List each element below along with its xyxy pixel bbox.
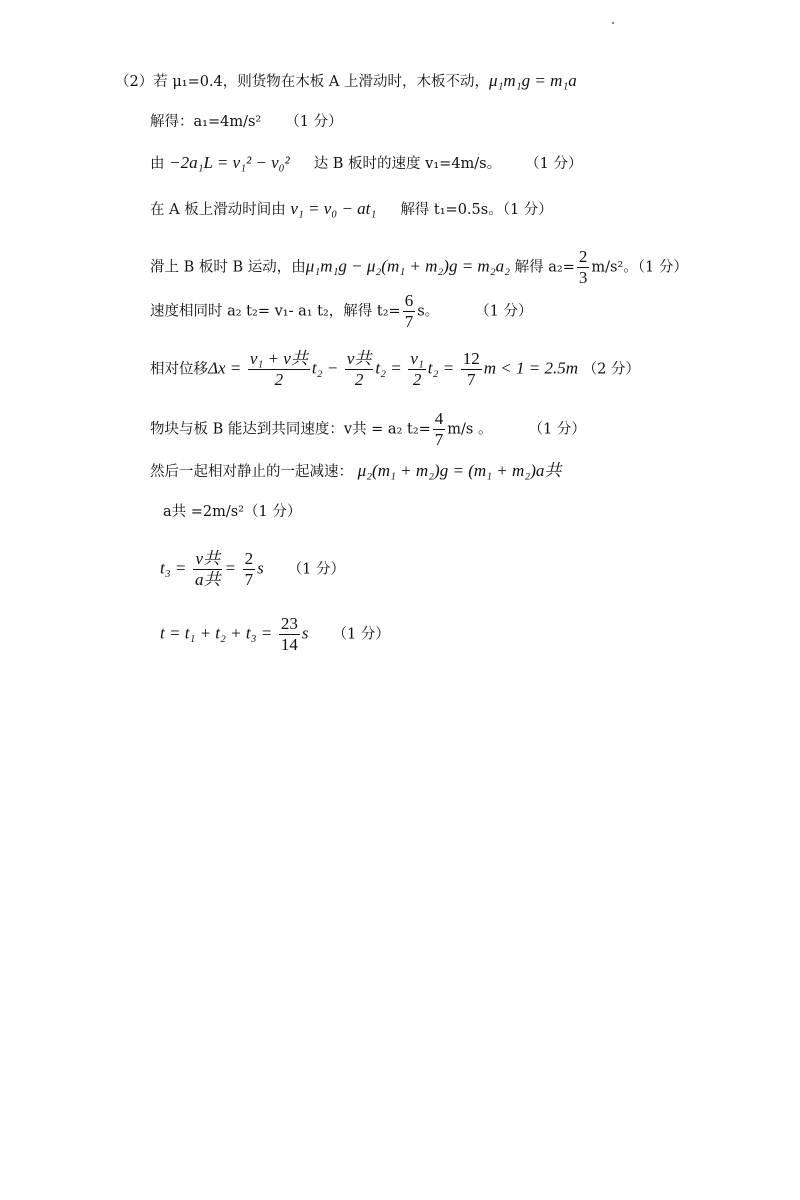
line-total-time: t = t₁ + t₂ + t₃ = $\frac{23}{14}$ s （1 分） <box>160 614 390 654</box>
line-relative-displacement: 相对位移Δx = $\frac{\text{v₁ + v共}}{2}$ t₂ − $\frac{\text{v共}}{2}$ t₂ = $\frac{\text{v₁}}{2}$ t₂ = $\frac{12}{7}$ m < 1 = 2.5m （2 分） <box>150 349 640 389</box>
fraction-v-over-a: $\frac{\text{v共}}{\text{a共}}$ <box>194 549 221 589</box>
scan-dot <box>612 22 614 24</box>
score: （1 分） <box>332 626 390 643</box>
score: （1 分） <box>287 561 346 578</box>
line-a1-result: 解得：a₁=4m/s² （1 分） <box>150 114 343 130</box>
line-a-common: a共 =2m/s²（1 分） <box>163 504 302 520</box>
fraction-avg-velocity: $\frac{\text{v₁ + v共}}{2}$ <box>249 349 308 389</box>
equation-kinematics: −2a₁L = v₁² − v₀² <box>169 153 290 172</box>
line-a2-result: 滑上 B 板时 B 运动，由μ₁m₁g − μ₂(m₁ + m₂)g = m₂a₂ 解得 a₂= $\frac{2}{3}$ m/s²。（1 分） <box>150 247 688 287</box>
equation-together: μ₂(m₁ + m₂)g = (m₁ + m₂)a共 <box>357 461 562 480</box>
equation-board-b: μ₁m₁g − μ₂(m₁ + m₂)g = m₂a₂ <box>305 256 511 276</box>
line-v1-result: 由 −2a₁L = v₁² − v₀² 达 B 板时的速度 v₁=4m/s。 （1 分） <box>150 153 583 172</box>
line-part2-intro: （2）若 μ₁=0.4，则货物在木板 A 上滑动时，木板不动，μ₁m₁g = m₁a <box>115 71 577 90</box>
line-t1-result: 在 A 板上滑动时间由 v₁ = v₀ − at₁ 解得 t₁=0.5s。（1 分） <box>150 199 553 218</box>
equation-friction: μ₁m₁g = m₁a <box>488 71 577 90</box>
score: （2 分） <box>582 361 640 378</box>
fraction-t2: $\frac{6}{7}$ <box>404 291 414 331</box>
fraction-v-common: $\frac{4}{7}$ <box>434 409 444 449</box>
score: （1 分） <box>525 156 583 172</box>
fraction-a2: $\frac{2}{3}$ <box>578 247 588 287</box>
score: （1 分） <box>475 303 533 320</box>
line-t2-result: 速度相同时 a₂ t₂= v₁- a₁ t₂，解得 t₂= $\frac{6}{7}$ s。 （1 分） <box>150 291 533 331</box>
score: （1 分） <box>285 114 343 130</box>
score: （1 分） <box>528 421 586 438</box>
equation-velocity: v₁ = v₀ − at₁ <box>290 199 377 218</box>
fraction-12-7: $\frac{12}{7}$ <box>462 349 480 389</box>
fraction-common-velocity: $\frac{\text{v共}}{2}$ <box>346 349 372 389</box>
fraction-2-7: $\frac{2}{7}$ <box>244 549 254 589</box>
fraction-half-v1: $\frac{\text{v₁}}{2}$ <box>410 349 424 389</box>
line-t3-result: t₃ = $\frac{\text{v共}}{\text{a共}}$ = $\frac{2}{7}$ s （1 分） <box>160 549 346 589</box>
line-common-velocity: 物块与板 B 能达到共同速度：v共 = a₂ t₂= $\frac{4}{7}$ m/s 。 （1 分） <box>150 409 586 449</box>
line-together-decelerate: 然后一起相对静止的一起减速： μ₂(m₁ + m₂)g = (m₁ + m₂)a共 <box>150 461 562 480</box>
fraction-23-14: $\frac{23}{14}$ <box>280 614 298 654</box>
